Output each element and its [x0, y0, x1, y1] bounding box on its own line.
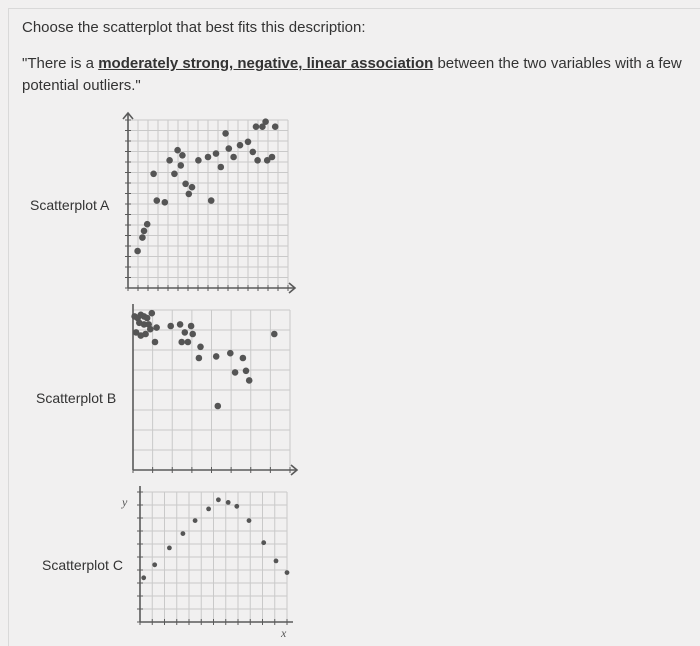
scatter-point [285, 570, 290, 575]
quote-close: between the two variables with a few potential outliers." [22, 55, 682, 94]
scatter-point [253, 123, 260, 130]
scatter-point [152, 562, 157, 567]
scatter-point [271, 331, 278, 338]
scatter-point [197, 344, 204, 351]
question-prompt: Choose the scatterplot that best fits this description: [22, 19, 366, 36]
scatter-point [154, 197, 161, 204]
scatter-point [274, 559, 279, 564]
scatterplot-b [131, 304, 297, 475]
quote-open: "There is a [22, 55, 99, 72]
scatter-point [166, 157, 173, 164]
scatter-point [153, 324, 160, 331]
scatter-point [222, 130, 229, 137]
scatterplot-a [123, 113, 295, 293]
scatter-point [162, 199, 169, 206]
scatter-point [181, 531, 186, 536]
scatter-point [250, 149, 257, 156]
scatterplot-b-label[interactable]: Scatterplot B [36, 390, 117, 406]
scatter-point [262, 118, 269, 125]
scatter-point [182, 181, 189, 188]
scatter-point [167, 546, 172, 551]
scatter-point [182, 329, 189, 336]
scatter-point [227, 350, 234, 357]
scatter-point [213, 150, 220, 157]
scatter-point [185, 339, 192, 346]
scatter-point [144, 315, 151, 322]
scatterplot-c [121, 486, 293, 640]
scatterplot-c-grid [140, 492, 287, 622]
scatter-point [215, 403, 222, 410]
scatter-point [179, 152, 186, 159]
scatter-point [269, 154, 276, 161]
scatter-point [246, 377, 253, 384]
scatterplot-c-label[interactable]: Scatterplot C [42, 557, 123, 573]
scatter-point [188, 323, 195, 330]
scatter-point [261, 540, 266, 545]
x-axis-label: x [281, 626, 287, 640]
scatter-point [171, 171, 178, 178]
scatter-point [193, 518, 198, 523]
scatter-point [205, 154, 212, 161]
scatterplot-b-grid [133, 310, 290, 470]
scatter-point [226, 145, 233, 152]
scatter-point [206, 507, 211, 512]
scatter-point [240, 355, 247, 362]
scatter-point [196, 355, 203, 362]
y-axis-label: y [122, 495, 128, 509]
scatter-point [178, 162, 185, 169]
scatter-point [189, 184, 196, 191]
scatter-point [243, 368, 250, 375]
scatter-point [141, 228, 148, 235]
scatter-point [272, 123, 279, 130]
scatter-point [177, 321, 184, 328]
scatter-point [141, 575, 146, 580]
scatter-point [149, 310, 156, 317]
scatterplot-a-label[interactable]: Scatterplot A [30, 197, 110, 213]
scatter-point [189, 331, 196, 338]
scatter-point [213, 353, 220, 360]
scatter-point [230, 154, 237, 161]
scatter-point [208, 197, 215, 204]
scatter-point [218, 164, 225, 171]
scatter-point [186, 191, 193, 198]
scatter-point [150, 171, 157, 178]
scatter-point [237, 142, 244, 149]
quote-emphasis: moderately strong, negative, linear association [98, 55, 434, 72]
scatter-point [152, 339, 159, 346]
scatter-point [142, 331, 149, 338]
scatter-point [147, 326, 154, 333]
scatter-point [134, 248, 141, 255]
scatterplot-a-grid [128, 120, 288, 288]
scatter-point [245, 139, 252, 146]
scatter-point [254, 157, 261, 164]
scatter-point [226, 500, 231, 505]
scatter-point [167, 323, 174, 330]
scatter-point [232, 369, 239, 376]
scatter-point [247, 518, 252, 523]
scatter-point [195, 157, 202, 164]
scatter-point [144, 221, 151, 228]
scatter-point [216, 497, 221, 502]
scatter-point [234, 504, 239, 509]
scatter-point [139, 234, 146, 241]
scatter-point [174, 147, 181, 154]
scatter-point [178, 339, 185, 346]
